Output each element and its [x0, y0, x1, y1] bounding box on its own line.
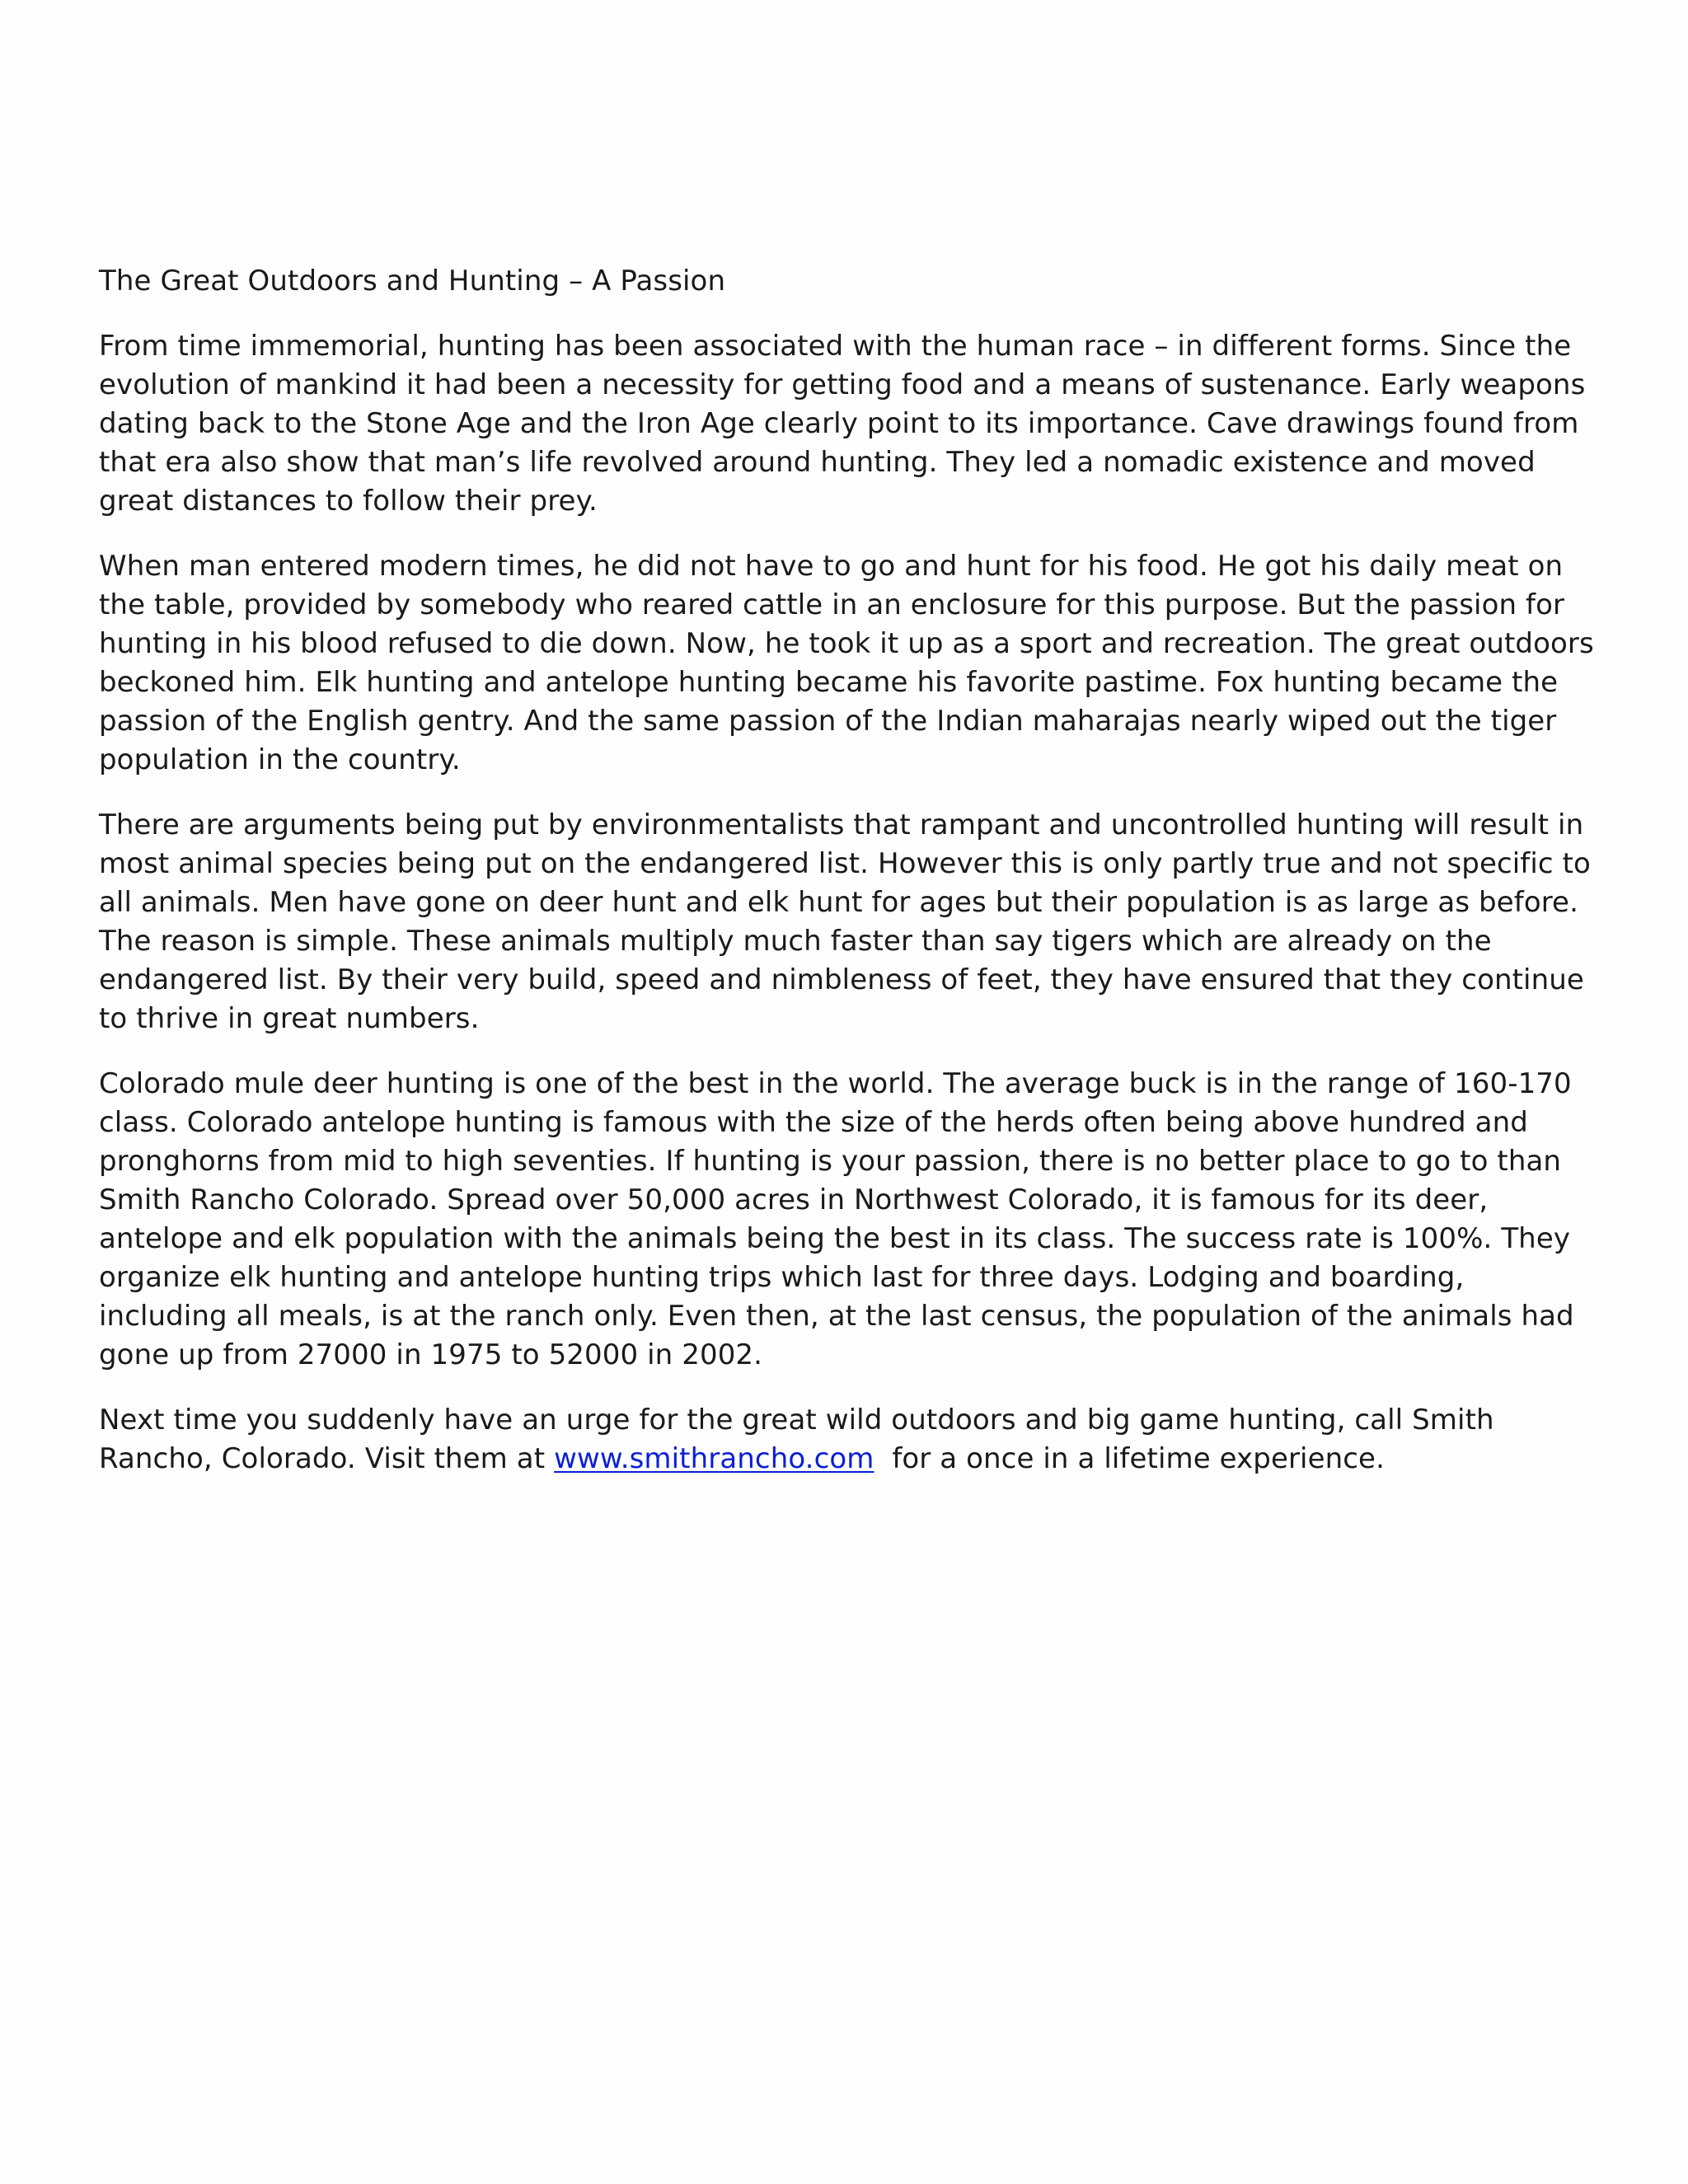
paragraph-colorado: Colorado mule deer hunting is one of the best in the world. The average buck is in the range of 160-170 class. Colorado antelope hunting is famous with the size of the herds often being above hundred and pronghorns from mid to high seventies. If hunting is your passion, there is no better place to go to than Smith Rancho Colorado. Spread over 50,000 acres in Northwest Colorado, it is famous for its deer, antelope and elk population with the animals being the best in its class. The success rate is 100%. They organize elk hunting and antelope hunting trips which last for three days. Lodging and boarding, including all meals, is at the ranch only. Even then, at the last census, the population of the animals had gone up from 27000 in 1975 to 52000 in 2002. [99, 1067, 1574, 1371]
closing-text-after-link: for a once in a lifetime experience. [874, 1442, 1385, 1475]
paragraph-closing [99, 1401, 1599, 1479]
closing-text-before-link: Next time you suddenly have an urge for the great wild outdoors and big game hunting, call Smith Rancho, Colorado. Visit them at [99, 1404, 1494, 1475]
paragraph-environment: There are arguments being put by environmentalists that rampant and uncontrolled hunting will result in most animal species being put on the endangered list. However this is only partly true and not specific to all animals. Men have gone on deer hunt and elk hunt for ages but their population is as large as before. The reason is simple. These animals multiply much faster than say tigers which are already on the endangered list. By their very build, speed and nimbleness of feet, they have ensured that they continue to thrive in great numbers. [99, 808, 1591, 1035]
document-title: The Great Outdoors and Hunting – A Passion [99, 265, 726, 298]
smithrancho-link[interactable]: www.smithrancho.com [554, 1442, 874, 1475]
paragraph-history: From time immemorial, hunting has been associated with the human race – in different forms. Since the evolution of mankind it had been a necessity for getting food and a means of sustenance. Early weapons dating back to the Stone Age and the Iron Age clearly point to its importance. Cave drawings found from that era also show that man’s life revolved around hunting. They led a nomadic existence and moved great distances to follow their prey. [99, 330, 1586, 518]
paragraph-modern-times: When man entered modern times, he did not have to go and hunt for his food. He got his daily meat on the table, provided by somebody who reared cattle in an enclosure for this purpose. But the passion for hunting in his blood refused to die down. Now, he took it up as a sport and recreation. The great outdoors beckoned him. Elk hunting and antelope hunting became his favorite pastime. Fox hunting became the passion of the English gentry. And the same passion of the Indian maharajas nearly wiped out the tiger population in the country. [99, 550, 1594, 776]
document-body [99, 262, 1599, 1505]
